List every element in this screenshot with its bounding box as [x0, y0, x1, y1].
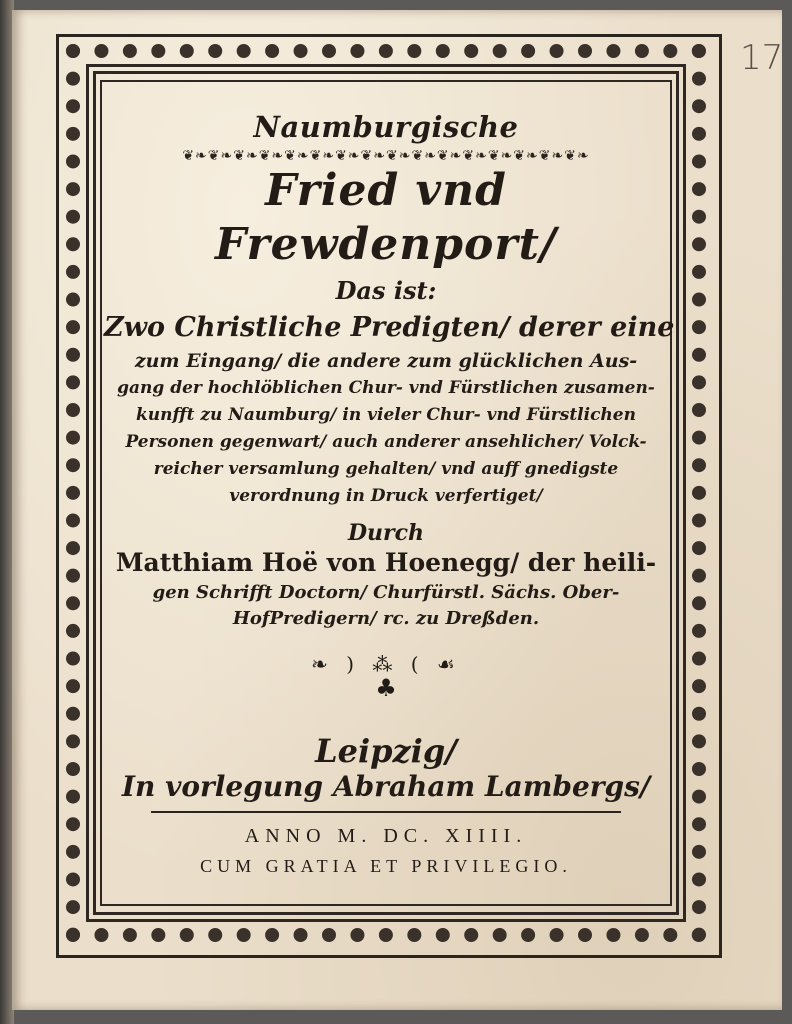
- imprint-year: ANNO M. DC. XIIII.: [244, 825, 528, 847]
- author-line: Matthiam Hoë von Hoenegg/ der heili-: [115, 548, 657, 577]
- imprint-place: Leipzig/: [315, 732, 457, 770]
- by-label: Durch: [347, 520, 425, 546]
- author-line: HofPredigern/ rc. zu Dreßden.: [232, 608, 540, 629]
- drop-ornament: ♣: [375, 674, 397, 702]
- title-line-3: Das ist:: [335, 276, 437, 305]
- body-line: Personen gegenwart/ auch anderer ansehlicher/ Volck-: [125, 432, 647, 452]
- body-line: reicher versamlung gehalten/ vnd auff gnedigste: [153, 459, 619, 479]
- folio-number: 17: [740, 38, 784, 78]
- center-ornament: ❧ ) ⁂ ( ☙: [311, 652, 461, 676]
- ornament-row: ❦❧❦❧❦❧❦❧❦❧❦❧❦❧❦❧❦❧❦❧❦❧❦❧❦❧❦❧❦❧❦❧: [182, 148, 590, 164]
- title-line-2: Fried vnd Frewdenport/: [215, 165, 557, 270]
- imprint-privilege: CUM GRATIA ET PRIVILEGIO.: [200, 856, 572, 876]
- body-line: kunfft zu Naumburg/ in vieler Chur- vnd Fürstlichen: [136, 405, 636, 425]
- title-line-1: Naumburgische: [253, 110, 519, 144]
- divider-rule: [151, 811, 621, 813]
- body-line: gang der hochlöblichen Chur- vnd Fürstlichen zusamen-: [117, 378, 655, 398]
- description: [104, 309, 675, 510]
- imprint-publisher: In vorlegung Abraham Lambergs/: [121, 770, 651, 803]
- title-block: [104, 100, 675, 877]
- author-line: gen Schrifft Doctorn/ Churfürstl. Sächs. Ober-: [152, 582, 620, 603]
- body-line: zum Eingang/ die andere zum glücklichen Aus-: [134, 350, 638, 372]
- body-line: verordnung in Druck verfertiget/: [229, 486, 543, 506]
- body-line: Zwo Christliche Predigten/ derer eine: [104, 312, 675, 343]
